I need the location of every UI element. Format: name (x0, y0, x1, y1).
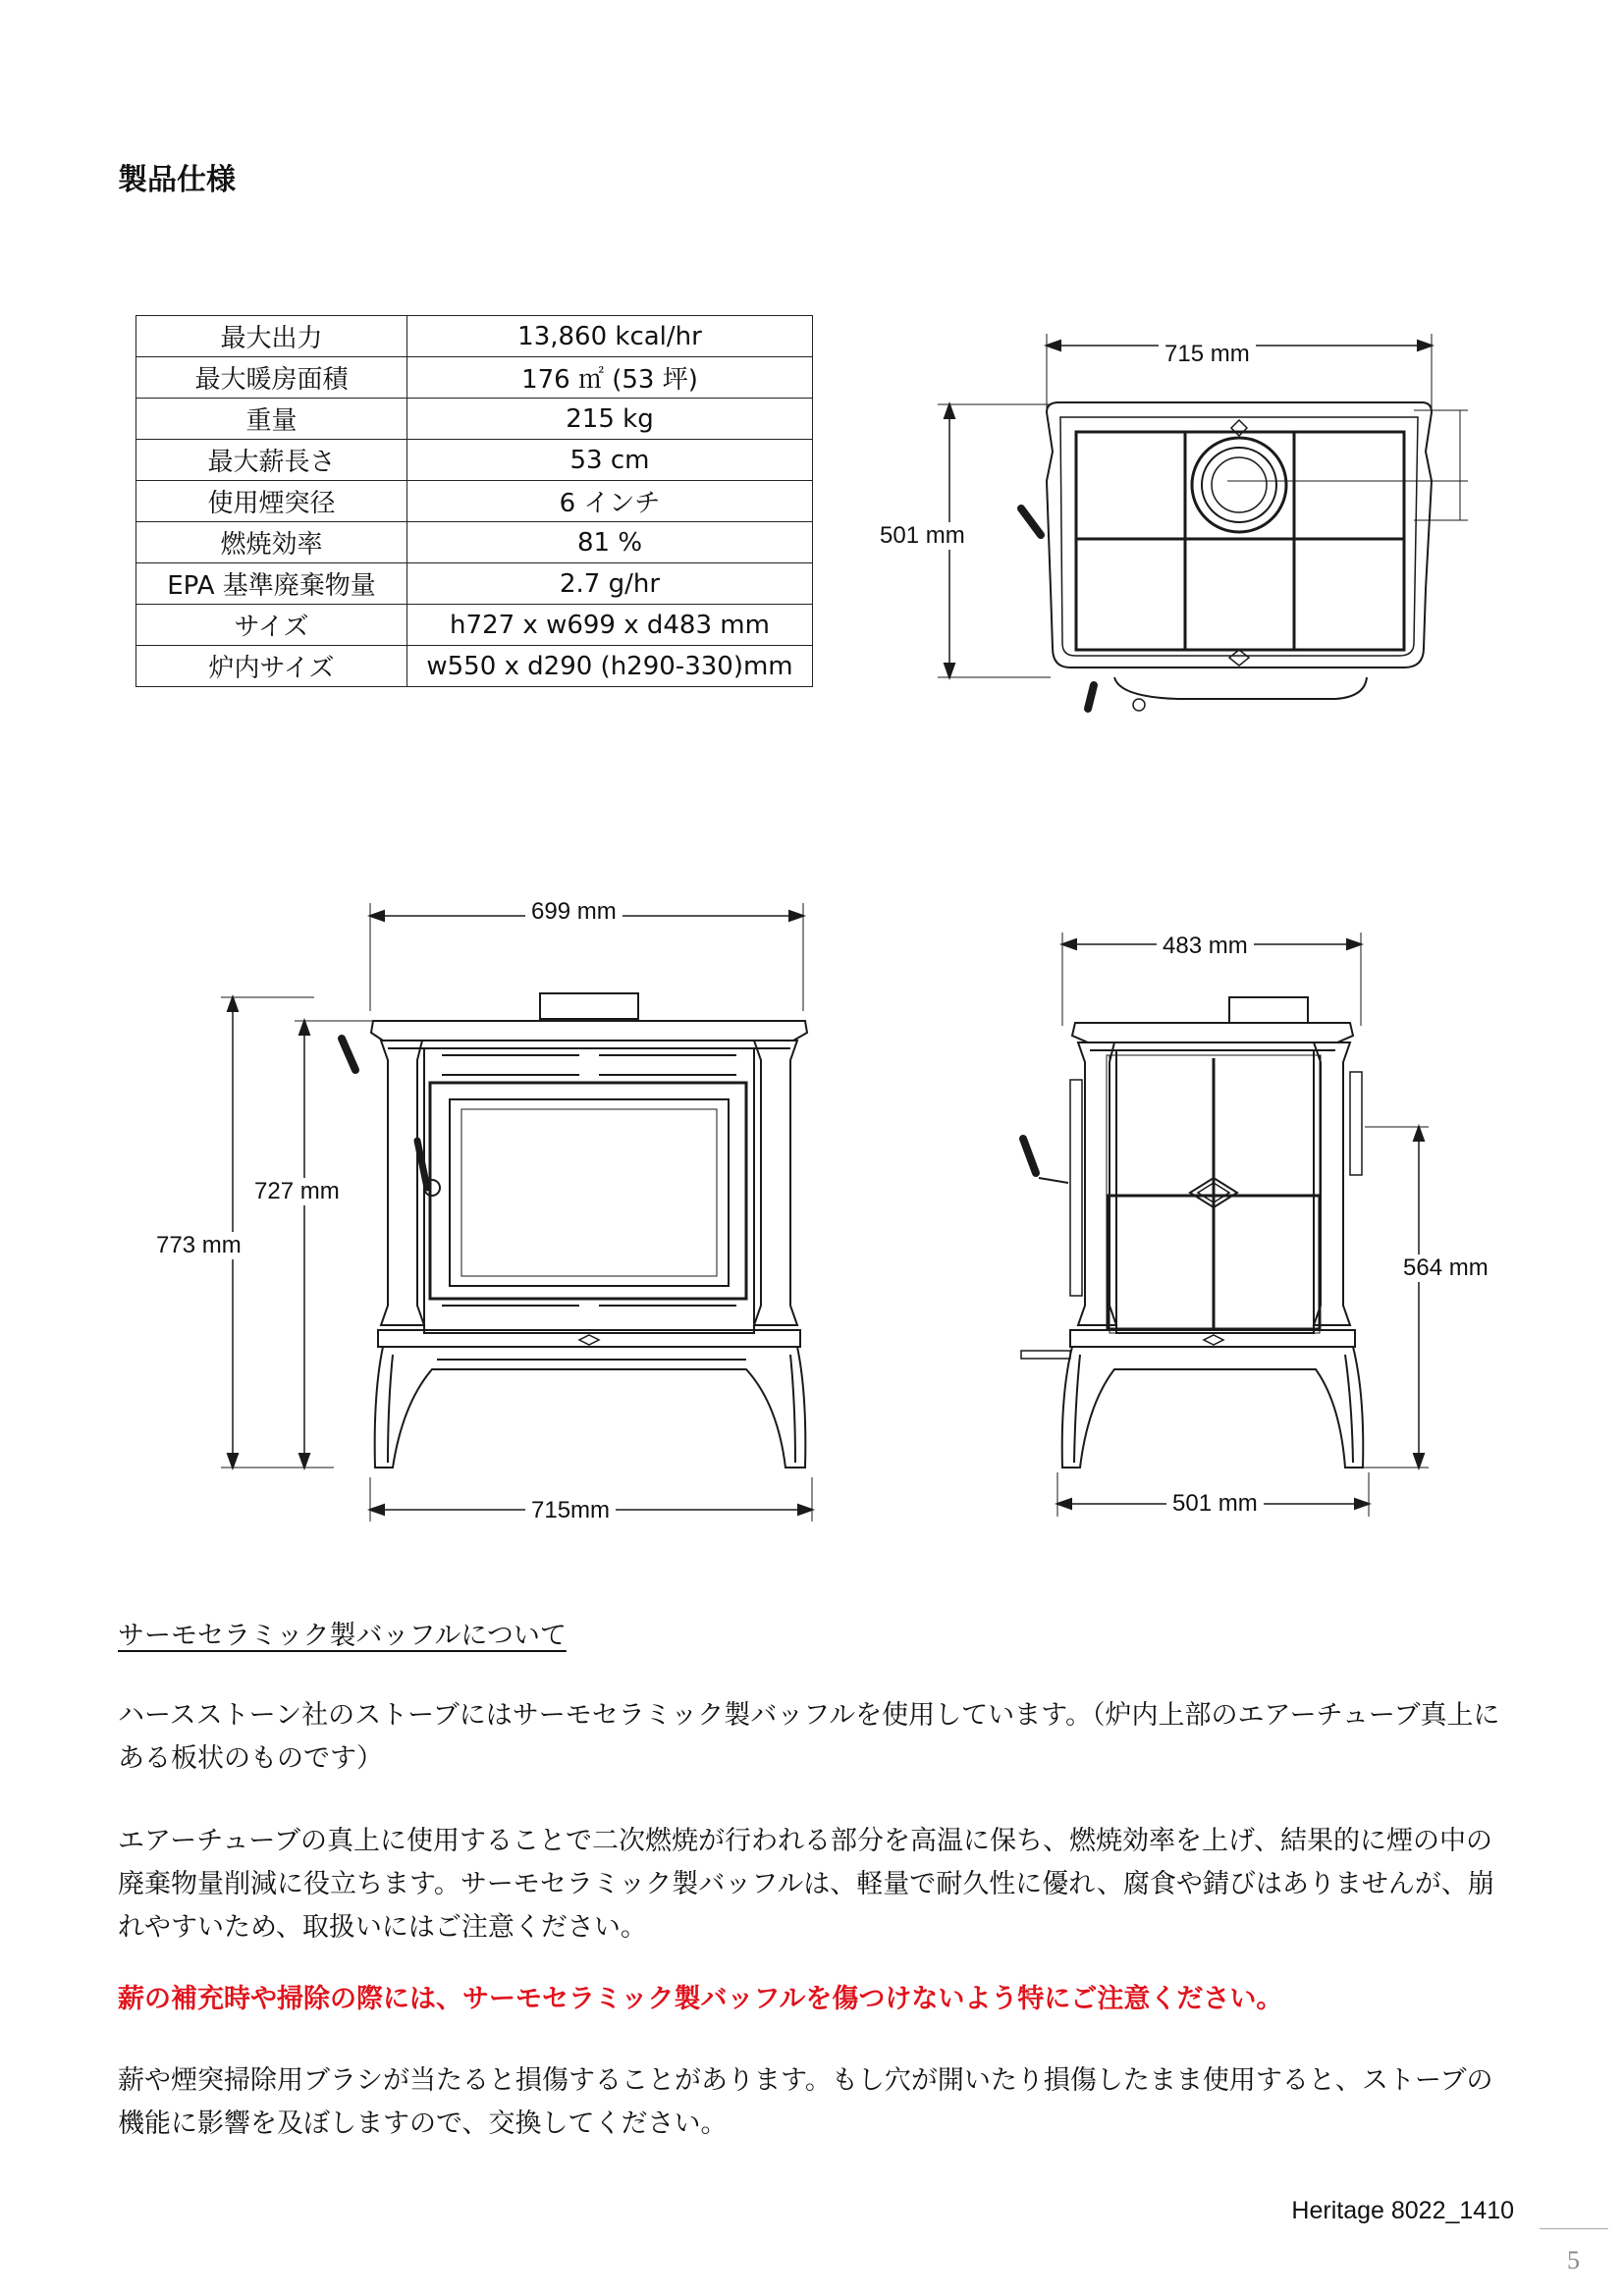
spec-value: w550 x d290 (h290-330)mm (407, 646, 813, 687)
baffle-paragraph-1: ハースストーン社のストーブにはサーモセラミック製バッフルを使用しています。（炉内上部のエアーチューブ真上にある板状のものです） (118, 1700, 1500, 1774)
dim-front-width-bottom: 715mm (525, 1497, 616, 1524)
spec-value: 6 インチ (407, 481, 813, 522)
spec-value: 215 kg (407, 399, 813, 440)
dim-front-height-inner: 727 mm (248, 1178, 346, 1205)
front-view-drawing (221, 903, 812, 1522)
spec-value: 2.7 g/hr (407, 563, 813, 605)
spec-label: サイズ (136, 605, 407, 646)
spec-value: h727 x w699 x d483 mm (407, 605, 813, 646)
footer-divider (1540, 2228, 1608, 2229)
baffle-warning: 薪の補充時や掃除の際には、サーモセラミック製バッフルを傷つけないよう特にご注意ください。 (118, 1984, 1283, 2014)
top-view-drawing (938, 334, 1468, 711)
spec-value: 13,860 kcal/hr (407, 316, 813, 357)
page-number: 5 (1567, 2246, 1580, 2274)
baffle-paragraph-2: エアーチューブの真上に使用することで二次燃焼が行われる部分を高温に保ち、燃焼効率を上げ、結果的に煙の中の廃棄物量削減に役立ちます。サーモセラミック製バッフルは、軽量で耐久性に優れ、腐食や錆びはありませんが、崩れやすいため、取扱いにはご注意ください。 (118, 1826, 1494, 1943)
spec-label: 最大暖房面積 (136, 357, 407, 399)
side-view-drawing (1021, 933, 1429, 1517)
footer-model: Heritage 8022_1410 (1291, 2197, 1514, 2224)
page-title: 製品仕様 (118, 163, 236, 197)
dim-side-width-top: 483 mm (1157, 933, 1254, 960)
spec-value: 81 % (407, 522, 813, 563)
spec-label: 最大薪長さ (136, 440, 407, 481)
dim-side-height: 564 mm (1397, 1255, 1494, 1282)
spec-label: 使用煙突径 (136, 481, 407, 522)
dim-top-width: 715 mm (1159, 341, 1256, 368)
spec-label: 重量 (136, 399, 407, 440)
spec-label: 炉内サイズ (136, 646, 407, 687)
dim-front-width-top: 699 mm (525, 898, 623, 926)
dim-side-width-bottom: 501 mm (1166, 1490, 1264, 1518)
dim-front-height-outer: 773 mm (150, 1232, 247, 1259)
spec-label: EPA 基準廃棄物量 (136, 563, 407, 605)
baffle-paragraph-3: 薪や煙突掃除用ブラシが当たると損傷することがあります。もし穴が開いたり損傷したまま使用すると、ストーブの機能に影響を及ぼしますので、交換してください。 (118, 2065, 1493, 2139)
dim-top-depth: 501 mm (874, 522, 971, 550)
baffle-heading: サーモセラミック製バッフルについて (118, 1621, 567, 1651)
spec-label: 最大出力 (136, 316, 407, 357)
spec-value: 53 cm (407, 440, 813, 481)
spec-value: 176 ㎡ (53 坪) (407, 357, 813, 399)
spec-label: 燃焼効率 (136, 522, 407, 563)
